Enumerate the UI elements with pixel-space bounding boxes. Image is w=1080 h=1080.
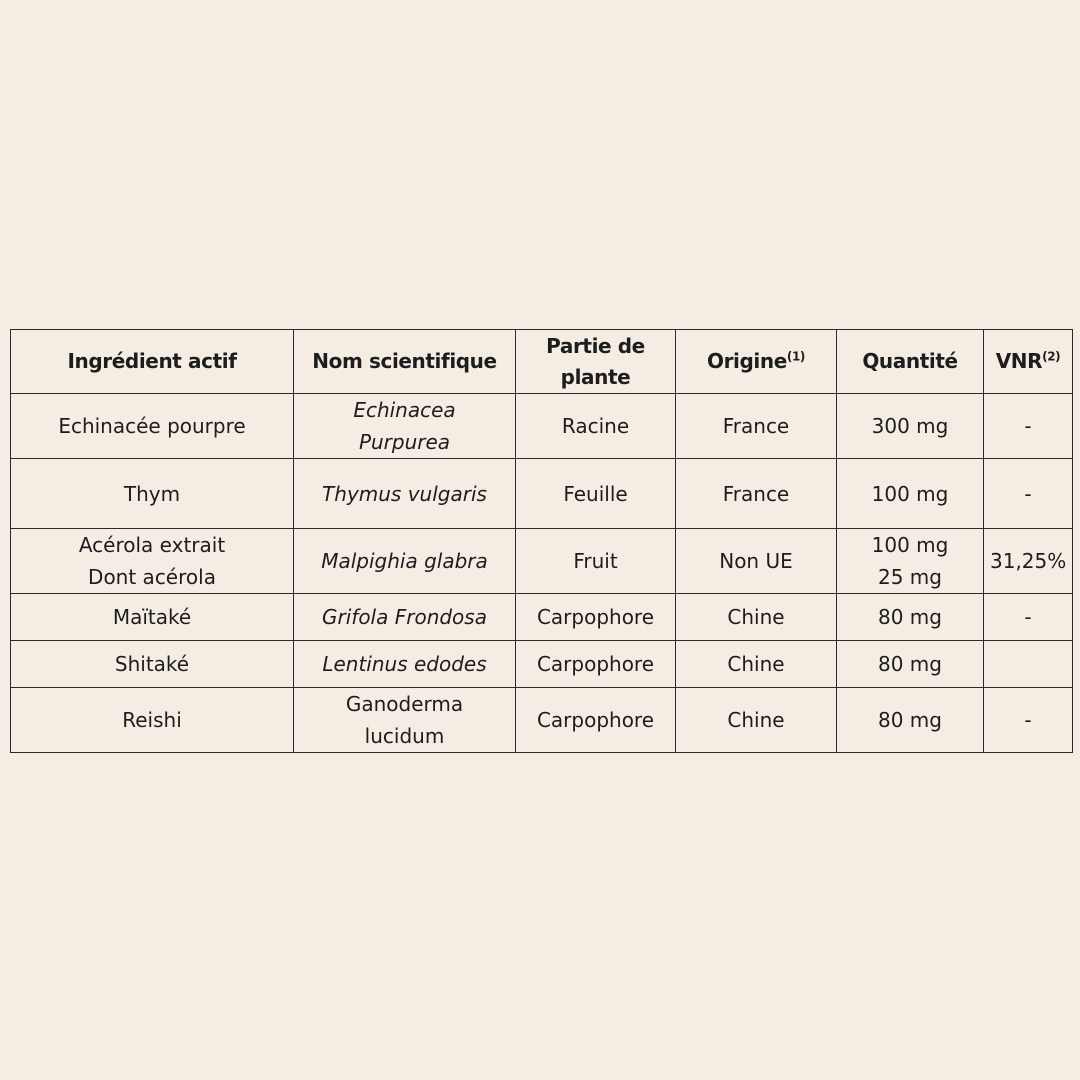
ingredients-table-container [10, 329, 1072, 753]
cell-origin: Chine [676, 641, 837, 688]
table-row [11, 459, 1073, 529]
table-row [11, 394, 1073, 459]
header-plant-part-line2: plante [560, 364, 631, 389]
cell-quantity: 100 mg [837, 459, 984, 529]
cell-quantity: 300 mg [837, 394, 984, 459]
cell-plant-part: Racine [516, 394, 676, 459]
table-row [11, 641, 1073, 688]
header-vnr-label: VNR [995, 349, 1043, 373]
table-row [11, 594, 1073, 641]
cell-vnr: 31,25% [984, 529, 1073, 594]
cell-scientific-name: Grifola Frondosa [294, 594, 516, 641]
header-quantity: Quantité [837, 330, 984, 394]
cell-scientific-line1: Ganoderma [345, 692, 464, 716]
cell-vnr: - [984, 394, 1073, 459]
cell-vnr: - [984, 688, 1073, 753]
cell-quantity-line1: 100 mg [871, 533, 949, 557]
cell-origin: Non UE [676, 529, 837, 594]
header-vnr-footnote: (2) [1042, 349, 1061, 364]
cell-origin: Chine [676, 594, 837, 641]
cell-ingredient-line2: Dont acérola [88, 565, 216, 589]
cell-quantity-line2: 25 mg [878, 565, 942, 589]
cell-origin: France [676, 394, 837, 459]
header-origin-label: Origine [706, 349, 787, 373]
header-origin-footnote: (1) [786, 349, 806, 364]
cell-ingredient: Echinacée pourpre [11, 394, 294, 459]
cell-plant-part: Carpophore [516, 594, 676, 641]
cell-vnr: - [984, 594, 1073, 641]
cell-scientific-line1: Echinacea [353, 398, 456, 422]
cell-ingredient [11, 529, 294, 594]
cell-ingredient-line1: Acérola extrait [78, 533, 226, 557]
header-origin [676, 330, 837, 394]
cell-ingredient: Reishi [11, 688, 294, 753]
cell-ingredient: Thym [11, 459, 294, 529]
header-ingredient: Ingrédient actif [11, 330, 294, 394]
cell-quantity: 80 mg [837, 688, 984, 753]
cell-ingredient: Shitaké [11, 641, 294, 688]
cell-plant-part: Carpophore [516, 688, 676, 753]
header-plant-part-line1: Partie de [546, 333, 645, 358]
cell-quantity: 80 mg [837, 594, 984, 641]
header-vnr [984, 330, 1073, 394]
cell-origin: Chine [676, 688, 837, 753]
header-scientific-name: Nom scientifique [294, 330, 516, 394]
cell-origin: France [676, 459, 837, 529]
table-row [11, 688, 1073, 753]
cell-scientific-name [294, 688, 516, 753]
header-plant-part [516, 330, 676, 394]
cell-plant-part: Fruit [516, 529, 676, 594]
cell-scientific-name: Malpighia glabra [294, 529, 516, 594]
cell-ingredient: Maïtaké [11, 594, 294, 641]
cell-scientific-line2: Purpurea [358, 430, 451, 454]
cell-scientific-name: Lentinus edodes [294, 641, 516, 688]
cell-vnr [984, 641, 1073, 688]
table-row [11, 529, 1073, 594]
cell-vnr: - [984, 459, 1073, 529]
cell-scientific-name: Thymus vulgaris [294, 459, 516, 529]
cell-scientific-line2: lucidum [364, 724, 445, 748]
cell-scientific-name [294, 394, 516, 459]
ingredients-table [10, 329, 1073, 753]
table-header-row [11, 330, 1073, 394]
cell-quantity: 80 mg [837, 641, 984, 688]
cell-plant-part: Feuille [516, 459, 676, 529]
cell-plant-part: Carpophore [516, 641, 676, 688]
cell-quantity [837, 529, 984, 594]
